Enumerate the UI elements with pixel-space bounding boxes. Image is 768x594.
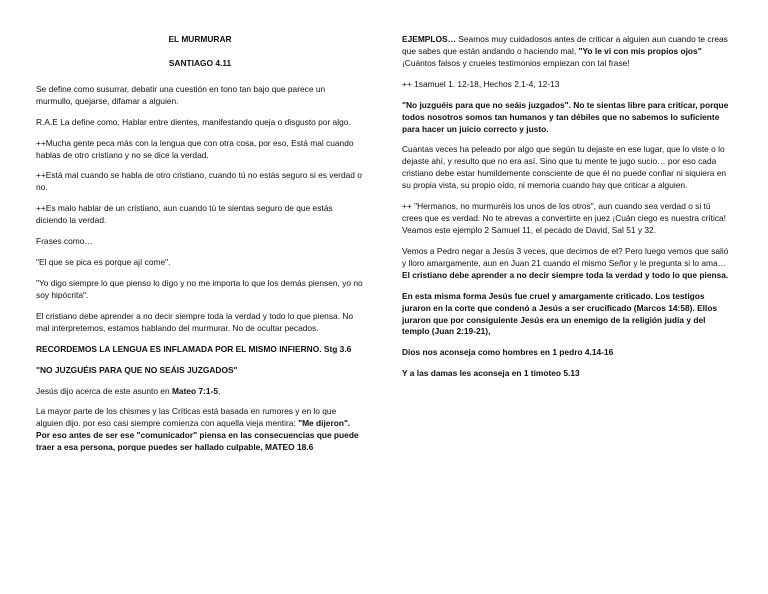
paragraph-references: ++ 1samuel 1. 12-18, Hechos 2.1-4, 12-13 [402,78,560,89]
heading-no-juzgueis: "NO JUZGUÉIS PARA QUE NO SEÁIS JUZGADOS" [36,364,238,375]
text-segment: Jesús dijo acerca de este asunto en [36,385,172,396]
document-title: EL MURMURAR [168,34,232,44]
paragraph-damas: Y a las damas les aconseja en 1 timoteo 5.13 [402,368,580,379]
paragraph-hermanos: ++ "Hermanos, no murmuréis los unos de los otros", aun cuando sea verdad o si tú crees que es verdad. No te atrevas a convertirte en juez ¡Cuán ciego es nuestra crítica! Veamos este ejemplo 2 Samuel 11, el pecado de David, Sal 51 y 32. [402,201,726,235]
text-segment: La mayor parte de los chismes y las Críticas está basada en rumores y en lo que alguien dijo. por eso casi siempre comienza con aquella vieja mentira: [36,406,337,429]
paragraph-pedro [402,246,732,282]
paragraph-lengua: ++Mucha gente peca más con la lengua que con otra cosa, por eso, Está mal cuando hablas de otro cristiano y no se dice la verdad. [36,137,354,160]
left-column [36,34,364,463]
quote-propios-ojos: "Yo le vi con mis propios ojos" [578,45,702,56]
paragraph-mal-hablar: ++Está mal cuando se habla de otro cristiano, cuando tú no estás seguro si es verdad o no. [36,170,362,193]
heading-lengua-inflamada: RECORDEMOS LA LENGUA ES INFLAMADA POR EL MISMO INFIERNO. Stg 3.6 [36,343,352,354]
text-segment: ¡Cuántos falsos y crueles testimonios empiezan con tal frase! [402,57,630,68]
right-column [402,34,732,389]
paragraph-malo-hablar: ++Es malo hablar de un cristiano, aun cuando tú te sientas seguro de que estás diciendo la verdad. [36,203,333,226]
text-segment: Seamos muy cuidadosos antes de criticar a alguien aun cuando te creas que sabes que están andando o haciendo mal, [402,34,728,56]
paragraph-rae: R.A.E La define como, Hablar entre dientes, manifestando queja o disgusto por algo. [36,116,351,127]
paragraph-chismes [36,406,364,454]
paragraph-frases: Frases como… [36,236,93,247]
paragraph-cuantas-veces: Cuantas veces ha peleado por algo que según tu dejaste en ese lugar, que lo viste o lo dejaste ahí, y resulto que no era así. Sino que tu mente te jugo sucio… por eso cada cristiano debe estar humildemente consciente de que él no puede confiar ni siquiera en su propia vista, su propio oído, ni memoria cuando hay que criticar a alguien. [402,144,727,191]
text-segment: Vemos a Pedro negar a Jesús 3 veces, que decimos de el? Pero luego vemos que salió y lloro amargamente, aun en Juan 21 cuando el mismo Señor y le pregunta si lo ama… [402,245,729,268]
text-segment: , [218,385,221,396]
paragraph-ejemplos [402,34,732,70]
reference-mateo-7: Mateo 7:1-5 [171,385,219,396]
document-subtitle: SANTIAGO 4.11 [168,57,232,68]
paragraph-quote-hipocrita: "Yo digo siempre lo que pienso lo digo y no me importa lo que los demás piensen, yo no soy hipócrita". [36,277,363,300]
text-segment-bold: El cristiano debe aprender a no decir siempre toda la verdad y todo lo que piensa. [402,269,729,280]
text-segment-bold: "Me dijeron". Por eso antes de ser ese "comunicador" piensa en las consecuencias que puede traer a esa persona, porque puedes ser hallado culpable, MATEO 18.6 [36,418,359,453]
paragraph-cristiano: El cristiano debe aprender a no decir siempre toda la verdad y todo lo que piensa. No mal interpretemos, estamos hablando del murmurar. No de ocultar pecados. [36,310,354,333]
paragraph-definition: Se define como susurrar, debatir una cuestión en tono tan bajo que parece un murmullo, quejarse, difamar a alguien. [36,83,326,106]
paragraph-no-juzgueis: "No juzguéis para que no seáis juzgados". No te sientas libre para criticar, porque todos nosotros somos tan humanos y tan débiles que no sabemos lo suficiente para hacer un juicio correcto y justo. [402,99,729,134]
paragraph-quote-aji: "El que se pica es porque ají come". [36,257,171,268]
label-ejemplos: EJEMPLOS… [402,34,456,44]
paragraph-hombres: Dios nos aconseja como hombres en 1 pedro 4.14-16 [402,347,614,358]
paragraph-jesus-criticado: En esta misma forma Jesús fue cruel y amargamente criticado. Los testigos juraron en la corte que condenó a Jesús a ser crucificado (Marcos 14:58). Ellos juraron que por consiguiente Jesús era un enemigo de la religión judía y del templo (Juan 2:19-21), [402,290,718,337]
paragraph-jesus-dijo [36,386,364,398]
